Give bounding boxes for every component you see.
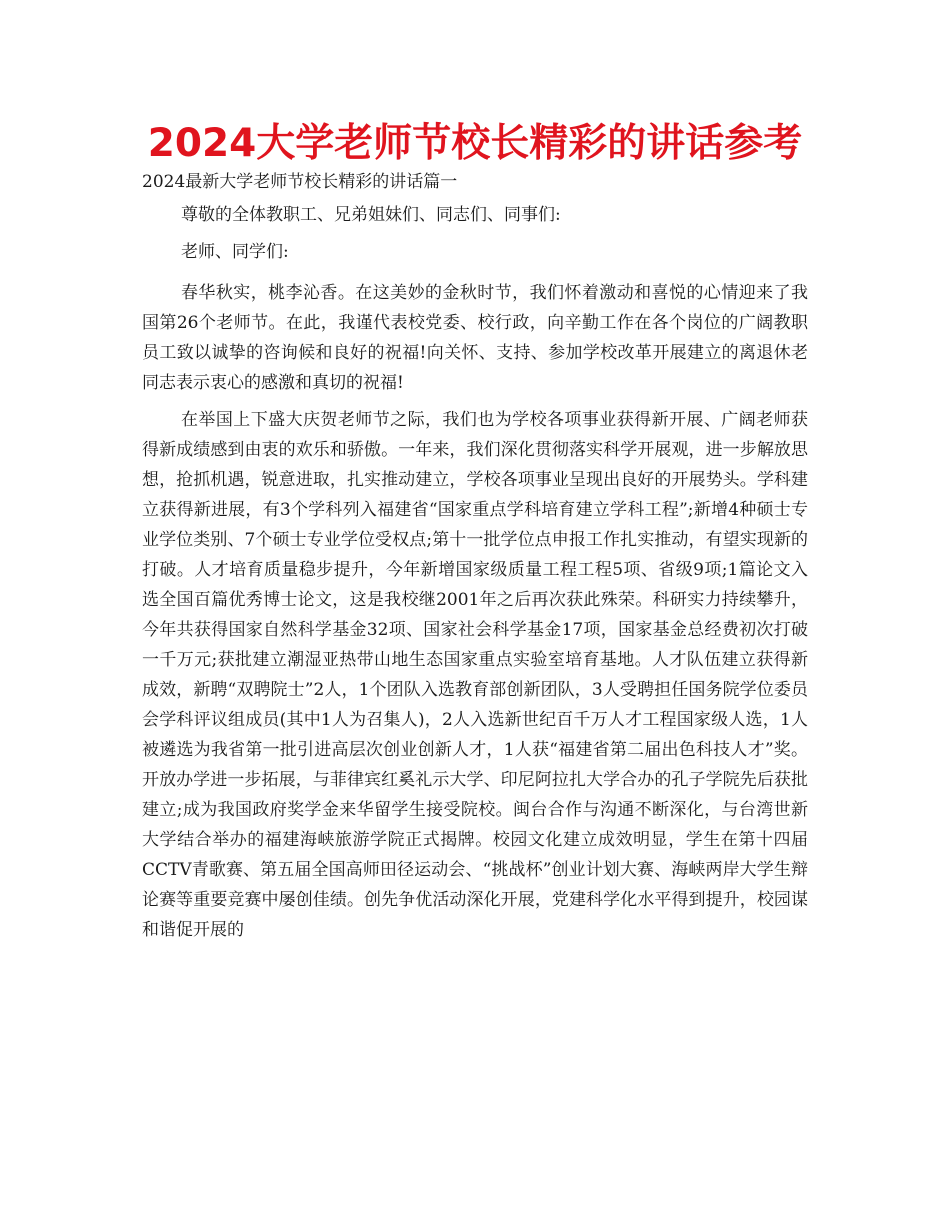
paragraph-1: 春华秋实，桃李沁香。在这美妙的金秋时节，我们怀着激动和喜悦的心情迎来了我国第26个老师节。在此，我谨代表校党委、校行政，向辛勤工作在各个岗位的广阔教职员工致以诚挚的咨询候和良好的祝福!向关怀、支持、参加学校改革开展建立的离退休老同志表示衷心的感激和真切的祝福! (142, 283, 808, 393)
greeting-teachers-students: 老师、同学们: (181, 242, 289, 262)
document-title: 2024大学老师节校长精彩的讲话参考 (147, 121, 803, 166)
section-subtitle: 2024最新大学老师节校长精彩的讲话篇一 (142, 172, 458, 192)
document-body (142, 167, 808, 952)
greeting-staff: 尊敬的全体教职工、兄弟姐妹们、同志们、同事们: (181, 205, 561, 225)
paragraph-2: 在举国上下盛大庆贺老师节之际，我们也为学校各项事业获得新开展、广阔老师获得新成绩感到由衷的欢乐和骄傲。一年来，我们深化贯彻落实科学开展观，进一步解放思想，抢抓机遇，锐意进取，扎实推动建立，学校各项事业呈现出良好的开展势头。学科建立获得新进展，有3个学科列入福建省“国家重点学科培育建立学科工程”;新增4种硕士专业学位类别、7个硕士专业学位受权点;第十一批学位点申报工作扎实推动，有望实现新的打破。人才培育质量稳步提升，今年新增国家级质量工程工程5项、省级9项;1篇论文入选全国百篇优秀博士论文，这是我校继2001年之后再次获此殊荣。科研实力持续攀升，今年共获得国家自然科学基金32项、国家社会科学基金17项，国家基金总经费初次打破一千万元;获批建立潮湿亚热带山地生态国家重点实验室培育基地。人才队伍建立获得新成效，新聘“双聘院士”2人，1个团队入选教育部创新团队，3人受聘担任国务院学位委员会学科评议组成员(其中1人为召集人)，2人入选新世纪百千万人才工程国家级人选，1人被遴选为我省第一批引进高层次创业创新人才，1人获“福建省第二届出色科技人才”奖。开放办学进一步拓展，与菲律宾红奚礼示大学、印尼阿拉扎大学合办的孔子学院先后获批建立;成为我国政府奖学金来华留学生接受院校。闽台合作与沟通不断深化，与台湾世新大学结合举办的福建海峡旅游学院正式揭牌。校园文化建立成效明显，学生在第十四届CCTV青歌赛、第五届全国高师田径运动会、“挑战杯”创业计划大赛、海峡两岸大学生辩论赛等重要竞赛中屡创佳绩。创先争优活动深化开展，党建科学化水平得到提升，校园谋和谐促开展的 (142, 410, 808, 940)
